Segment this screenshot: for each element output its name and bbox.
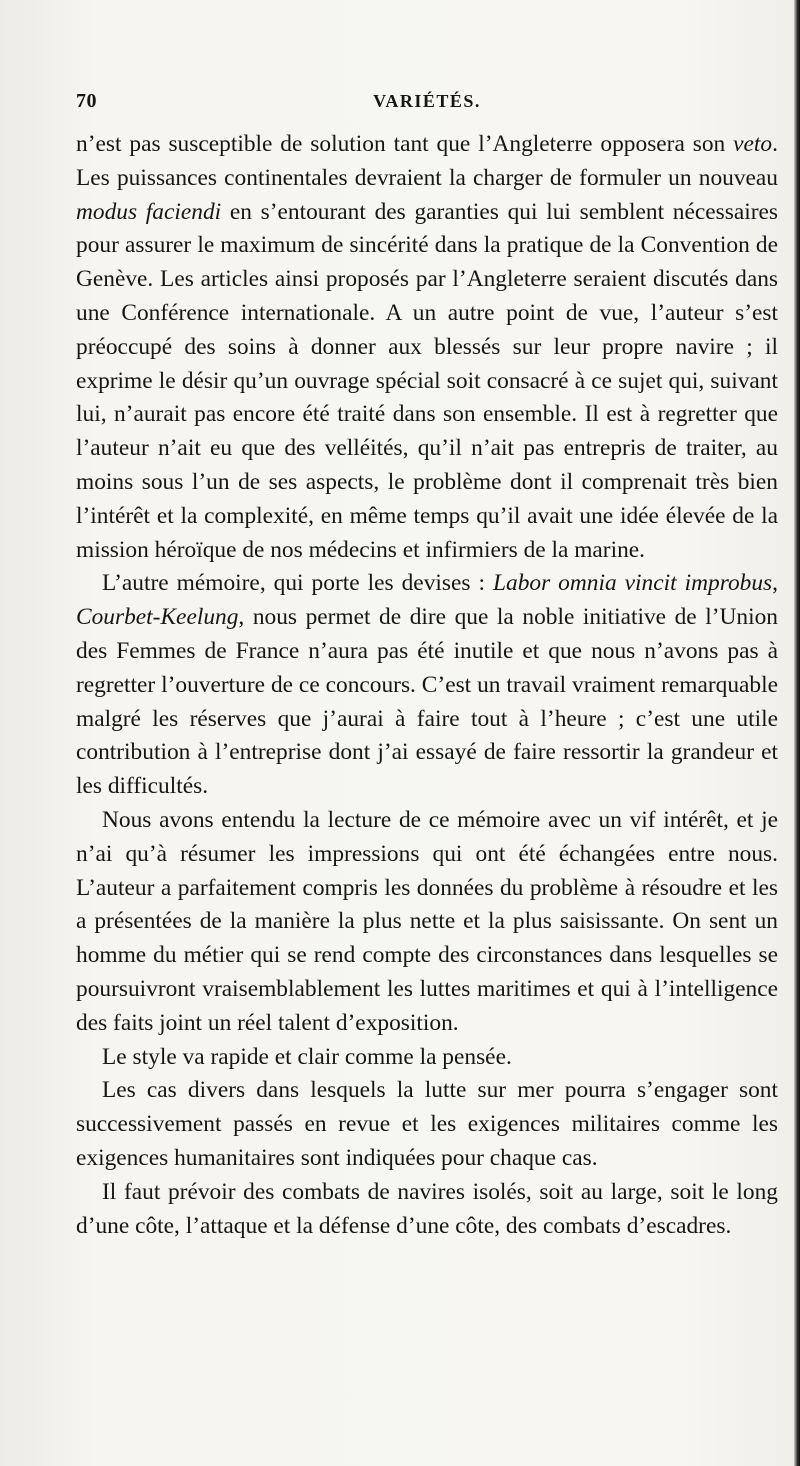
paragraph	[76, 1041, 778, 1075]
text-segment: Nous avons entendu la lecture de ce mémoire avec un vif intérêt, et je n’ai qu’à résumer les impressions qui ont été échangées entre nous. L’auteur a parfaitement compris les données du problème à résoudre et les a présentées de la manière la plus nette et la plus saisissante. On sent un homme du métier qui se rend compte des circonstances dans lesquelles se poursuivront vraisemblablement les luttes maritimes et qui à l’intelligence des faits joint un réel talent d’exposition.	[76, 806, 778, 1036]
text-segment: . Les puissances continentales devraient la charger de formuler un nouveau	[76, 131, 778, 191]
italic-text: veto	[733, 131, 773, 157]
italic-text: Labor omnia vincit improbus	[492, 570, 773, 597]
text-segment: Il faut prévoir des combats de navires isolés, soit au large, soit le long d’une côte, l’attaque et la défense d’une côte, des combats d’escadres.	[76, 1178, 778, 1239]
text-segment: ,	[772, 570, 778, 597]
page-edge-shadow	[794, 0, 800, 1466]
text-segment: en s’entourant des garanties qui lui semblent nécessaires pour assurer le maximum de sincérité dans la pratique de la Convention de Genève. Les articles ainsi proposés par l’Angleterre seraient discutés dans une Conférence internationale. A un autre point de vue, l’auteur s’est préoccupé des soins à donner aux blessés sur leur propre navire ; il exprime le désir qu’un ouvrage spécial soit consacré à ce sujet qui, suivant lui, n’aurait pas encore été traité dans son ensemble. Il est à regretter que l’auteur n’ait eu que des velléités, qu’il n’ait pas entrepris de traiter, au moins sous l’un de ses aspects, le problème dont il comprenait très bien l’intérêt et la complexité, en même temps qu’il avait une idée élevée de la mission héroïque de nos médecins et infirmiers de la marine.	[76, 198, 778, 563]
text-segment: n’est pas susceptible de solution tant que l’Angleterre opposera son	[76, 131, 734, 157]
text-segment: , nous permet de dire que la noble initiative de l’Union des Femmes de France n’aura pas été inutile et que nous n’avons pas à regretter l’ouverture de ce concours. C’est un travail vraiment remarquable malgré les réserves que j’aurai à faire tout à l’heure ; c’est une utile contribution à l’entreprise dont j’ai essayé de faire ressortir la grandeur et les difficultés.	[76, 604, 778, 800]
paragraph	[76, 1176, 778, 1244]
running-title: VARIÉTÉS.	[373, 91, 481, 111]
text-segment: Le style va rapide et clair comme la pensée.	[102, 1043, 512, 1070]
italic-text: Courbet-Keelung	[76, 604, 239, 631]
italic-text: modus faciendi	[76, 198, 222, 225]
page-header	[76, 90, 778, 120]
body-text	[76, 128, 778, 1243]
paragraph	[76, 1074, 778, 1175]
paragraph	[76, 804, 778, 1041]
paragraph	[76, 567, 778, 804]
paragraph	[76, 128, 778, 567]
text-segment: L’autre mémoire, qui porte les devises :	[102, 570, 493, 597]
text-segment: Les cas divers dans lesquels la lutte sur mer pourra s’engager sont successivement passés en revue et les exigences militaires comme les exigences humanitaires sont indiquées pour chaque cas.	[76, 1077, 778, 1171]
page-number: 70	[76, 90, 97, 112]
